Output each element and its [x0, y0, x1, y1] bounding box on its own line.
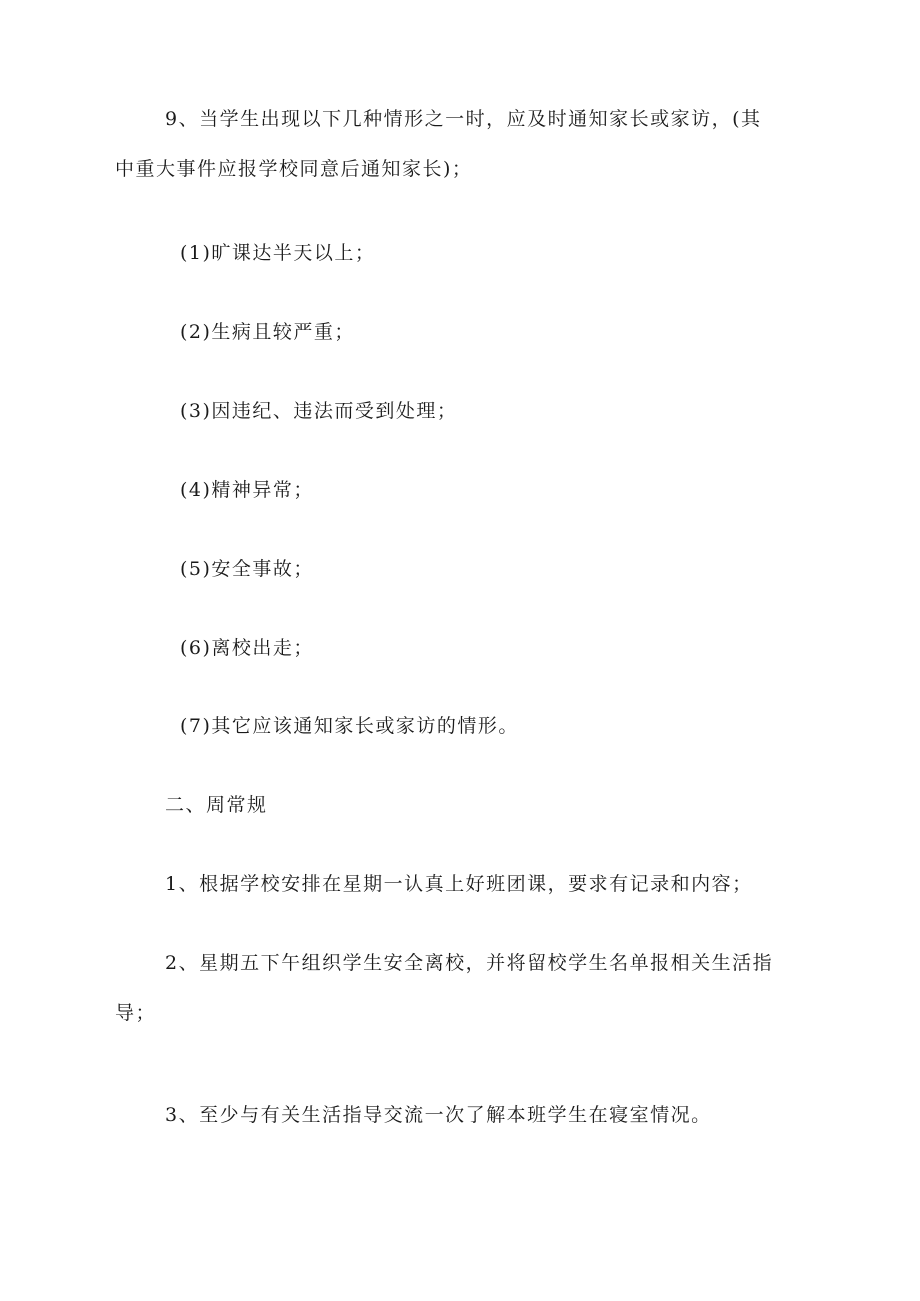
case-item-5: (5)安全事故；	[180, 558, 314, 580]
weekly-item-1: 1、根据学校安排在星期一认真上好班团课，要求有记录和内容；	[165, 873, 753, 895]
weekly-item-2-line-1: 2、星期五下午组织学生安全离校，并将留校学生名单报相关生活指	[165, 952, 774, 974]
case-item-6: (6)离校出走；	[180, 637, 314, 659]
weekly-item-3: 3、至少与有关生活指导交流一次了解本班学生在寝室情况。	[165, 1104, 712, 1126]
case-item-7: (7)其它应该通知家长或家访的情形。	[180, 715, 519, 737]
paragraph-item-9	[115, 94, 762, 194]
case-item-1: (1)旷课达半天以上；	[180, 242, 376, 264]
section-heading-weekly-routine: 二、周常规	[165, 794, 268, 816]
case-item-2: (2)生病且较严重；	[180, 321, 355, 343]
case-item-3: (3)因违纪、违法而受到处理；	[180, 400, 458, 422]
paragraph-item-9-line-2: 中重大事件应报学校同意后通知家长)；	[115, 158, 473, 180]
paragraph-item-9-line-1: 9、当学生出现以下几种情形之一时，应及时通知家长或家访，(其	[165, 108, 762, 130]
weekly-item-2-line-2: 导；	[115, 1002, 157, 1024]
case-item-4: (4)精神异常；	[180, 479, 314, 501]
weekly-item-2	[115, 938, 774, 1038]
